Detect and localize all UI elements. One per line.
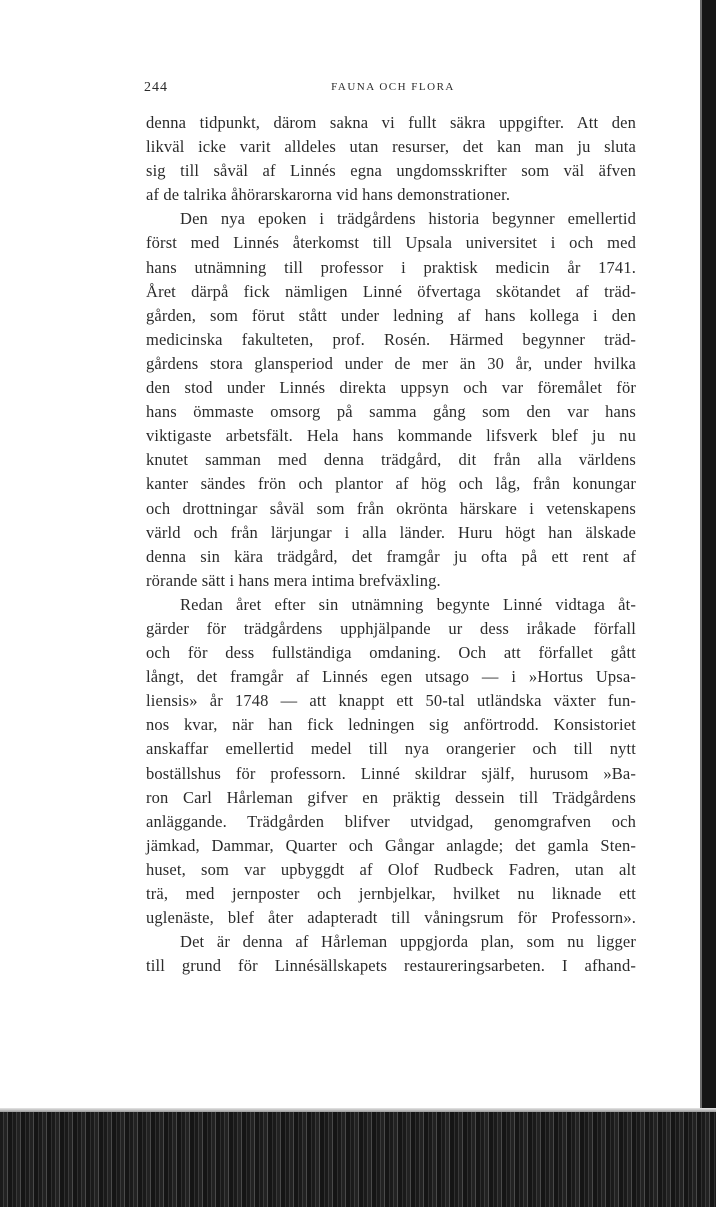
text-line: af de talrika åhörarskarorna vid hans demonstrationer.: [146, 185, 511, 205]
text-line: värld och från lärjungar i alla länder. Huru högt han älskade: [146, 522, 636, 542]
text-line: jämkad, Dammar, Quarter och Gångar anlagde; det gamla Sten-: [146, 835, 636, 855]
text-line: hans ömmaste omsorg på samma gång som den var hans: [146, 402, 636, 422]
text-line: till grund för Linnésällskapets restaureringsarbeten. I afhand-: [146, 956, 636, 976]
body-text: [146, 111, 636, 978]
text-line: anläggande. Trädgården blifver utvidgad, genomgrafven och: [146, 811, 636, 831]
text-line: trä, med jernposter och jernbjelkar, hvilket nu liknade ett: [146, 884, 636, 903]
text-line: nos kvar, när han fick ledningen sig anförtrodd. Konsistoriet: [146, 715, 636, 735]
scan-right-edge: [702, 0, 716, 1207]
text-line: först med Linnés återkomst till Upsala universitet i och med: [146, 233, 636, 253]
text-line: långt, det framgår af Linnés egen utsago — i »Hortus Upsa-: [146, 667, 636, 687]
text-line: hans utnämning till professor i praktisk medicin år 1741.: [146, 257, 636, 277]
text-line: denna tidpunkt, därom sakna vi fullt säkra uppgifter. Att den: [146, 113, 636, 132]
text-line: huset, som var upbyggdt af Olof Rudbeck Fadren, utan alt: [146, 859, 636, 879]
text-line: knutet samman med denna trädgård, dit från alla världens: [146, 450, 636, 470]
running-title: FAUNA OCH FLORA: [331, 81, 455, 93]
text-line: Året därpå fick nämligen Linné öfvertaga skötandet af träd-: [146, 281, 636, 301]
text-line: viktigaste arbetsfält. Hela hans kommande lifsverk blef ju nu: [146, 426, 636, 446]
text-line: Redan året efter sin utnämning begynte Linné vidtaga åt-: [180, 594, 636, 614]
scan-bottom-edge: [0, 1112, 716, 1207]
text-line: Det är denna af Hårleman uppgjorda plan, som nu ligger: [180, 932, 636, 952]
text-line: uglenäste, blef åter adapteradt till våningsrum för Professorn».: [146, 908, 636, 928]
text-line: gårdens stora glansperiod under de mer än 30 år, under hvilka: [146, 353, 636, 373]
text-line: boställshus för professorn. Linné skildrar själf, hurusom »Ba-: [146, 763, 636, 783]
text-line: rörande sätt i hans mera intima brefväxling.: [146, 570, 441, 590]
text-line: denna sin kära trädgård, det framgår ju ofta på ett rent af: [146, 546, 636, 566]
text-line: ron Carl Hårleman gifver en präktig dessein till Trädgårdens: [146, 787, 636, 807]
text-line: Den nya epoken i trädgårdens historia begynner emellertid: [180, 209, 636, 229]
text-line: den stod under Linnés direkta uppsyn och var föremålet för: [146, 378, 636, 398]
text-line: och drottningar såväl som från okrönta härskare i vetenskapens: [146, 498, 636, 518]
page-header: [144, 78, 636, 100]
text-line: gärder för trädgårdens upphjälpande ur dess iråkade förfall: [146, 618, 636, 638]
text-line: och för dess fullständiga omdaning. Och att förfallet gått: [146, 643, 636, 663]
page-number: 244: [144, 80, 168, 95]
text-line: medicinska fakulteten, prof. Rosén. Härmed begynner träd-: [146, 329, 636, 349]
text-line: gården, som förut stått under ledning af hans kollega i den: [146, 305, 636, 325]
text-line: liensis» år 1748 — att knappt ett 50-tal utländska växter fun-: [146, 691, 636, 711]
text-line: likväl icke varit alldeles utan resurser, det kan man ju sluta: [146, 137, 636, 157]
text-line: anskaffar emellertid medel till nya orangerier och till nytt: [146, 739, 636, 759]
text-line: kanter sändes frön och plantor af hög och låg, från konungar: [146, 474, 636, 494]
text-line: sig till såväl af Linnés egna ungdomsskrifter som väl äfven: [146, 161, 636, 181]
